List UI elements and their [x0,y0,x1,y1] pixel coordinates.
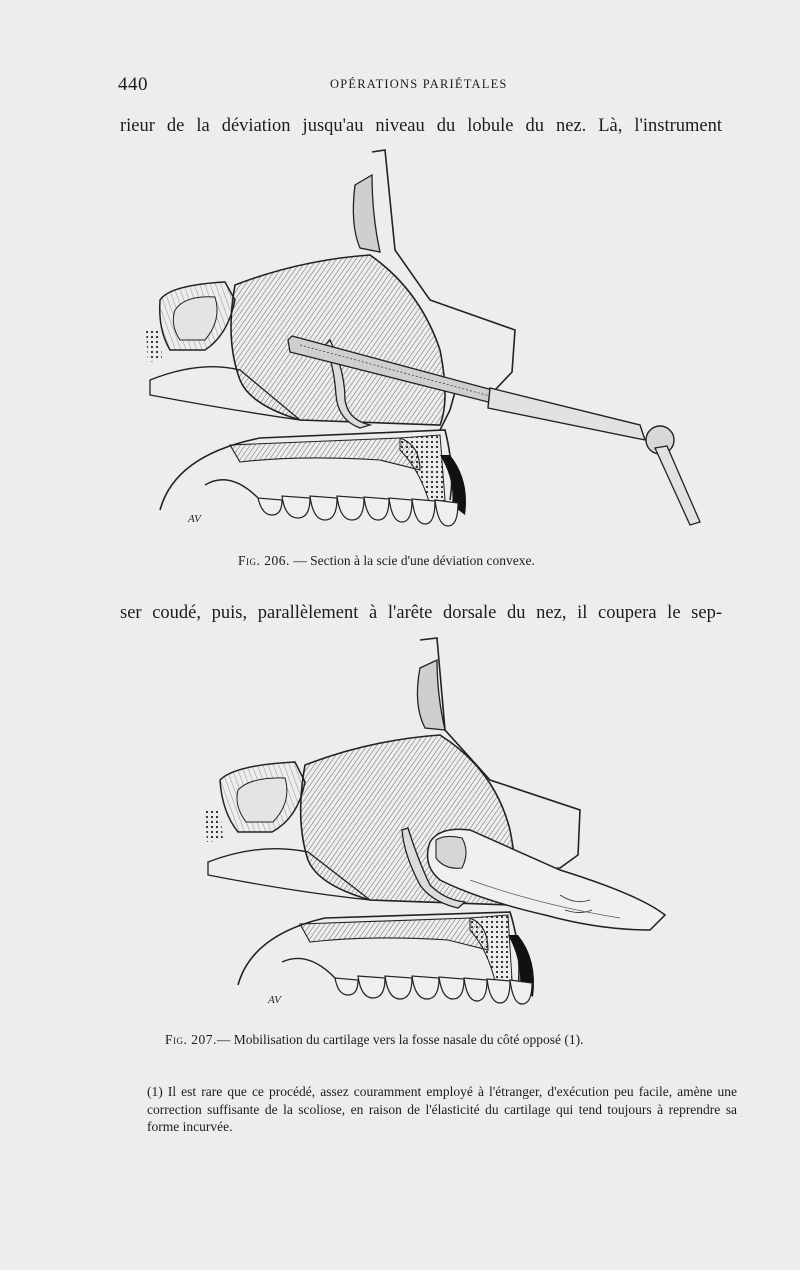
figure-207-label: Fig. 207. [165,1032,217,1047]
footnote-text: (1) Il est rare que ce procédé, assez couramment employé à l'étranger, d'exécution peu facile, amène une correction suffisante de la scoliose, en raison de l'élasticité du cartilage qui tend toujours à reprendre sa forme incurvée. [147,1084,737,1134]
figure-206-label: Fig. 206. [238,553,290,568]
teeth-row-207 [335,976,532,1004]
figure-207-signature: AV [268,994,281,1006]
running-head: OPÉRATIONS PARIÉTALES [330,77,508,91]
figure-206-caption-text: — Section à la scie d'une déviation convexe. [289,553,535,568]
figure-206-signature: AV [188,513,201,525]
footnote [133,1083,737,1136]
body-text-line-1: rieur de la déviation jusqu'au niveau du lobule du nez. Là, l'instrument [120,116,722,136]
figure-207-caption-text: — Mobilisation du cartilage vers la fosse nasale du côté opposé (1). [216,1032,584,1047]
body-text-line-2: ser coudé, puis, parallèlement à l'arête dorsale du nez, il coupera le sep- [120,603,722,623]
figure-207-caption [165,1032,584,1048]
page-number: 440 [118,74,148,95]
